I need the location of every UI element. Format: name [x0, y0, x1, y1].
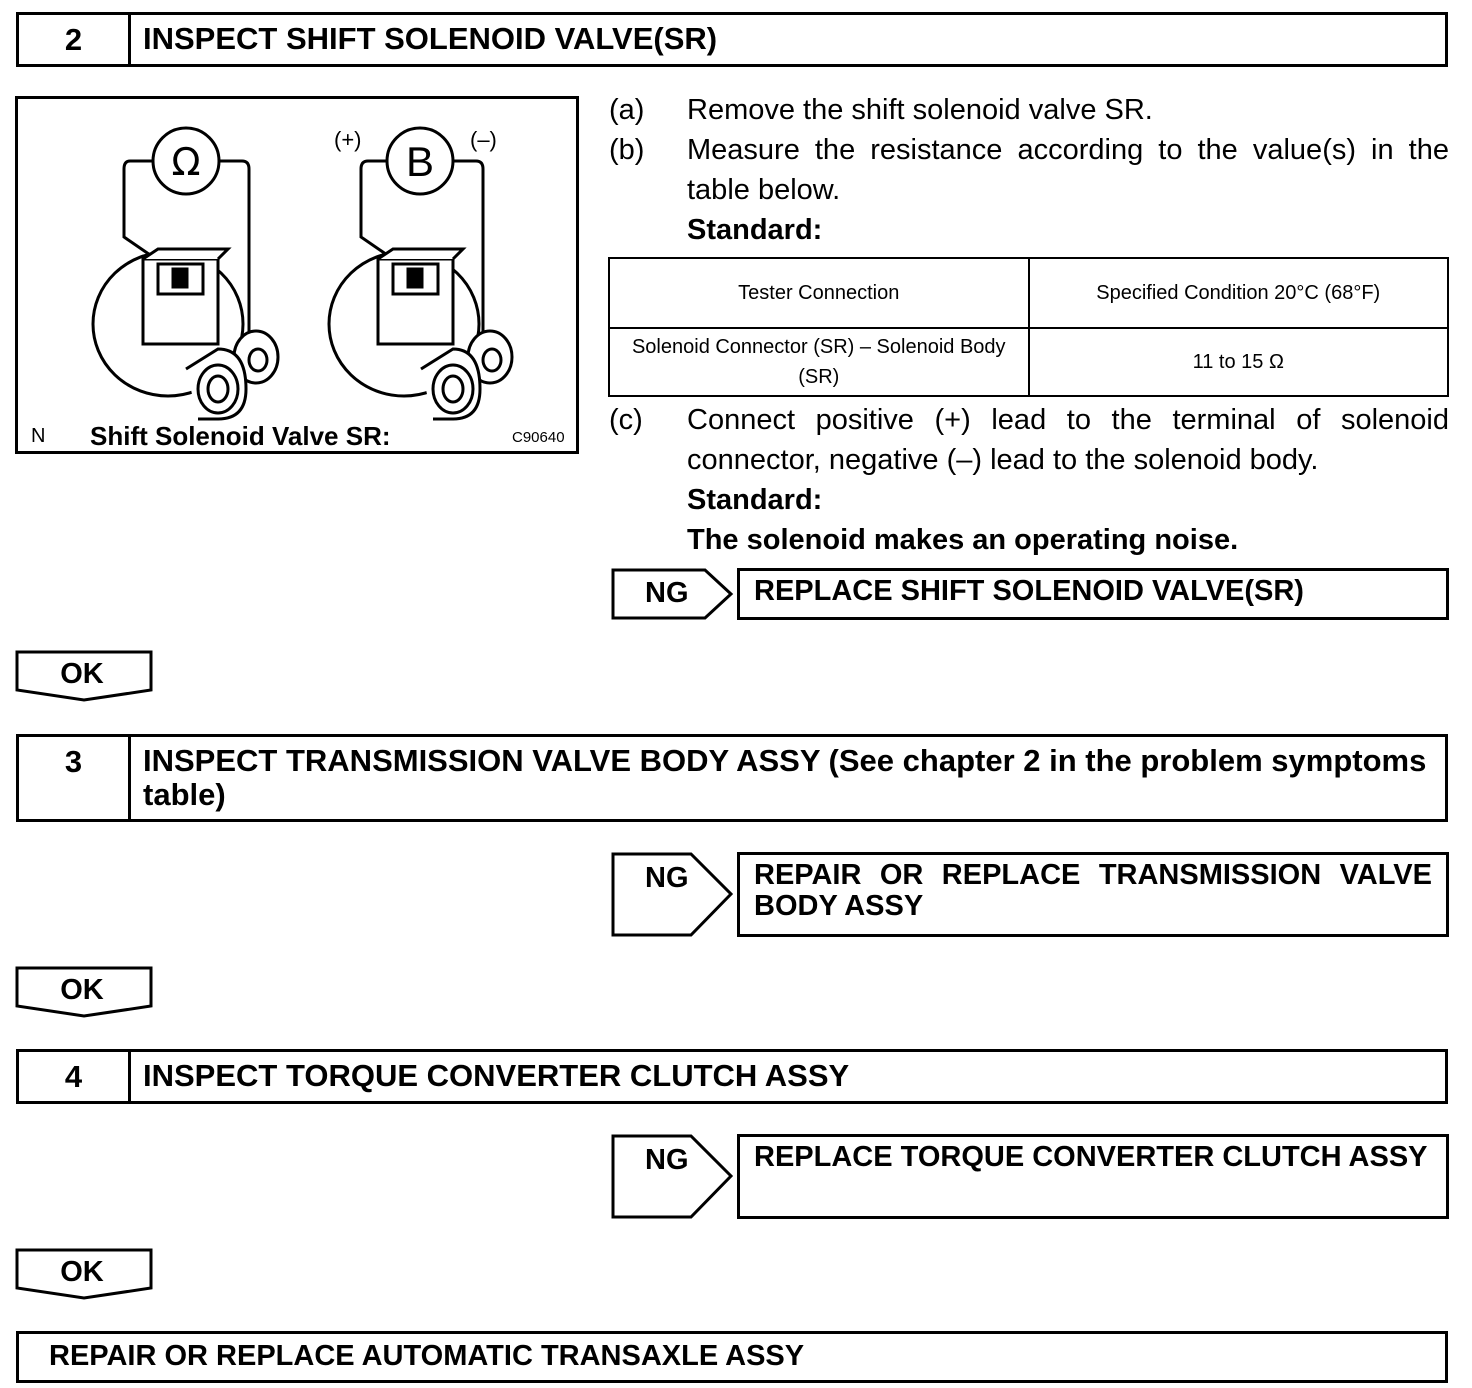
solenoid-figure — [15, 96, 579, 454]
ng-result-box: REPAIR OR REPLACE TRANSMISSION VALVE BODY ASSY — [737, 852, 1449, 937]
instruction-c-text: Connect positive (+) lead to the terminal of solenoid connector, negative (–) lead to the solenoid body. — [687, 404, 1449, 476]
minus-label: (–) — [470, 127, 497, 152]
step-title: INSPECT TRANSMISSION VALVE BODY ASSY (See chapter 2 in the problem symptoms table) — [143, 743, 1427, 812]
instruction-b-label: (b) — [609, 134, 645, 166]
ok-label: OK — [60, 658, 104, 690]
battery-symbol: B — [405, 138, 435, 185]
step-number: 4 — [19, 1052, 131, 1101]
instruction-a-text: Remove the shift solenoid valve SR. — [687, 94, 1153, 126]
plus-label: (+) — [334, 127, 362, 152]
table-header: Tester Connection — [609, 258, 1029, 328]
instruction-a-label: (a) — [609, 94, 645, 126]
step-2-header — [16, 12, 1448, 67]
figure-corner-label: N — [31, 425, 46, 447]
step-title: INSPECT SHIFT SOLENOID VALVE(SR) — [143, 21, 718, 56]
ok-label: OK — [60, 974, 104, 1006]
ohm-symbol: Ω — [171, 140, 201, 184]
figure-caption: Shift Solenoid Valve SR: — [90, 421, 391, 451]
table-header: Specified Condition 20°C (68°F) — [1029, 258, 1449, 328]
instruction-a-b — [609, 90, 1449, 250]
step-title: INSPECT TORQUE CONVERTER CLUTCH ASSY — [143, 1058, 850, 1093]
table-cell: Solenoid Connector (SR) – Solenoid Body (SR) — [609, 328, 1029, 396]
figure-code: C90640 — [512, 429, 565, 446]
table-cell: 11 to 15 Ω — [1029, 328, 1449, 396]
instruction-c-standard: Standard: — [687, 484, 823, 516]
step-4-header — [16, 1049, 1448, 1104]
ng-label: NG — [645, 577, 689, 609]
ok-label: OK — [60, 1256, 104, 1288]
instruction-c — [609, 400, 1449, 565]
ng-label: NG — [645, 1144, 689, 1176]
spec-table — [608, 257, 1449, 397]
step-3-header — [16, 734, 1448, 822]
step-number: 2 — [19, 15, 131, 64]
instruction-b-standard: Standard: — [687, 214, 823, 246]
instruction-c-result: The solenoid makes an operating noise. — [687, 524, 1239, 556]
final-step-box: REPAIR OR REPLACE AUTOMATIC TRANSAXLE ASSY — [16, 1331, 1448, 1383]
instruction-b-text: Measure the resistance according to the value(s) in the table below. — [687, 134, 1449, 206]
solenoid-illustration — [18, 99, 576, 451]
ng-label: NG — [645, 862, 689, 894]
step-number: 3 — [19, 737, 131, 819]
ng-result-box: REPLACE TORQUE CONVERTER CLUTCH ASSY — [737, 1134, 1449, 1219]
instruction-c-label: (c) — [609, 404, 643, 436]
ng-result-box: REPLACE SHIFT SOLENOID VALVE(SR) — [737, 568, 1449, 620]
